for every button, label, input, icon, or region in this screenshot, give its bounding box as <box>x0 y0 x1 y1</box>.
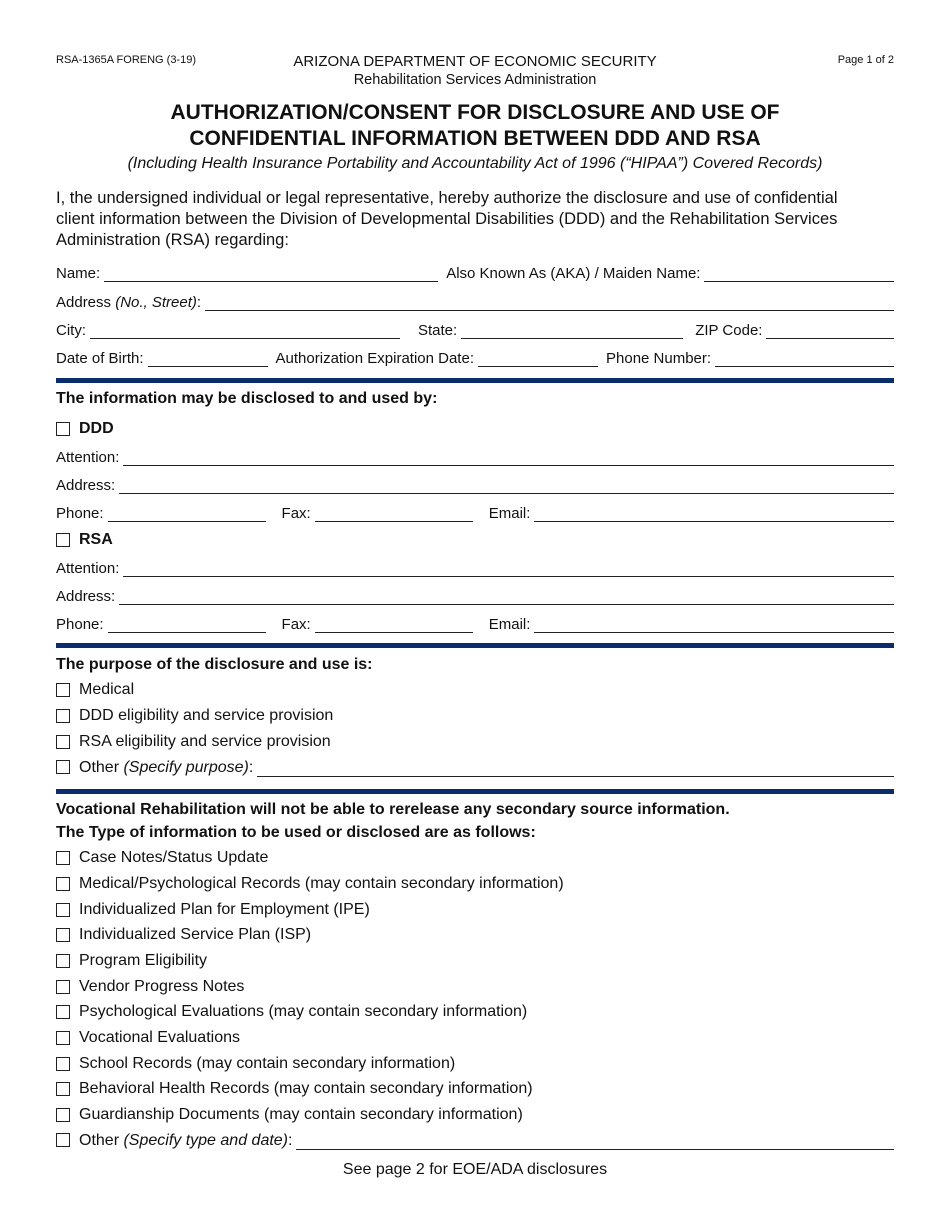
type-option[interactable] <box>56 925 311 945</box>
zip-label: ZIP Code: <box>695 322 763 339</box>
type-option-label: Medical/Psychological Records (may contain secondary information) <box>79 875 564 892</box>
intro-line: Administration (RSA) regarding: <box>56 231 289 249</box>
checkbox[interactable] <box>56 903 70 917</box>
state-label: State: <box>418 322 458 339</box>
purpose-other-field[interactable] <box>257 760 894 777</box>
dob-field[interactable] <box>148 350 268 367</box>
other-label-text: Other <box>79 759 120 776</box>
intro-paragraph <box>56 188 838 251</box>
checkbox[interactable] <box>56 709 70 723</box>
address-label: Address (No., Street): <box>56 294 202 311</box>
ddd-contact-row <box>56 500 894 522</box>
section-divider <box>56 378 894 383</box>
division-name: Rehabilitation Services Administration <box>353 72 597 88</box>
city-label: City: <box>56 322 86 339</box>
ddd-fax-field[interactable] <box>315 505 473 522</box>
address-label: Address: <box>56 588 116 605</box>
type-option-label: Vocational Evaluations <box>79 1029 240 1046</box>
rsa-attention-row <box>56 555 894 577</box>
ddd-checkbox[interactable] <box>56 422 70 436</box>
rsa-phone-field[interactable] <box>108 616 266 633</box>
type-option[interactable] <box>56 1079 533 1099</box>
aka-field[interactable] <box>704 265 894 282</box>
type-option[interactable] <box>56 874 564 894</box>
fax-label: Fax: <box>281 505 311 522</box>
address-label: Address: <box>56 477 116 494</box>
checkbox[interactable] <box>56 1031 70 1045</box>
type-option[interactable] <box>56 1105 523 1125</box>
type-option[interactable] <box>56 1054 455 1074</box>
name-field[interactable] <box>104 265 438 282</box>
type-option[interactable] <box>56 951 207 971</box>
checkbox[interactable] <box>56 851 70 865</box>
attention-label: Attention: <box>56 449 120 466</box>
expiration-field[interactable] <box>478 350 598 367</box>
page-number: Page 1 of 2 <box>837 54 894 66</box>
purpose-option[interactable] <box>56 732 331 752</box>
purpose-option[interactable] <box>56 706 333 726</box>
ddd-address-field[interactable] <box>119 477 894 494</box>
rsa-address-field[interactable] <box>119 588 894 605</box>
checkbox[interactable] <box>56 1108 70 1122</box>
aka-label: Also Known As (AKA) / Maiden Name: <box>446 265 701 282</box>
rsa-attention-field[interactable] <box>123 560 894 577</box>
title-line-1: AUTHORIZATION/CONSENT FOR DISCLOSURE AND USE OF <box>170 101 780 124</box>
checkbox[interactable] <box>56 1082 70 1096</box>
type-other-label: Other (Specify type and date): <box>79 1132 293 1149</box>
form-number: RSA-1365A FORENG (3-19) <box>56 54 196 66</box>
type-option-label: School Records (may contain secondary information) <box>79 1055 456 1072</box>
type-option[interactable] <box>56 900 370 920</box>
phone-label: Phone Number: <box>606 350 712 367</box>
client-dates-row <box>56 345 894 367</box>
checkbox[interactable] <box>56 928 70 942</box>
type-option[interactable] <box>56 1028 240 1048</box>
type-option-label: Individualized Plan for Employment (IPE) <box>79 901 370 918</box>
type-option-label: Vendor Progress Notes <box>79 978 245 995</box>
purpose-option[interactable] <box>56 680 134 700</box>
ddd-option[interactable] <box>56 419 114 439</box>
phone-field[interactable] <box>715 350 894 367</box>
footer-note: See page 2 for EOE/ADA disclosures <box>342 1161 608 1178</box>
type-other-checkbox[interactable] <box>56 1133 70 1147</box>
address-field[interactable] <box>205 294 894 311</box>
type-option[interactable] <box>56 848 268 868</box>
rsa-fax-field[interactable] <box>315 616 473 633</box>
purpose-option-label: Medical <box>79 681 135 698</box>
ddd-attention-row <box>56 444 894 466</box>
agency-name: ARIZONA DEPARTMENT OF ECONOMIC SECURITY <box>293 53 657 70</box>
ddd-attention-field[interactable] <box>123 449 894 466</box>
section-divider <box>56 643 894 648</box>
client-address-row <box>56 289 894 311</box>
type-option-label: Psychological Evaluations (may contain secondary information) <box>79 1003 528 1020</box>
other-label-text: Other <box>79 1132 120 1149</box>
other-hint: (Specify type and date) <box>123 1132 289 1149</box>
checkbox[interactable] <box>56 1057 70 1071</box>
state-field[interactable] <box>461 322 683 339</box>
type-option[interactable] <box>56 977 244 997</box>
purpose-option-label: RSA eligibility and service provision <box>79 733 331 750</box>
intro-line: I, the undersigned individual or legal representative, hereby authorize the disclosure and use of confidential <box>56 189 838 207</box>
type-option-label: Guardianship Documents (may contain secondary information) <box>79 1106 523 1123</box>
purpose-other-checkbox[interactable] <box>56 760 70 774</box>
purpose-option-label: DDD eligibility and service provision <box>79 707 334 724</box>
types-heading: The Type of information to be used or disclosed are as follows: <box>56 824 536 841</box>
intro-line: client information between the Division of Developmental Disabilities (DDD) and the Rehabilitation Services <box>56 210 838 228</box>
checkbox[interactable] <box>56 1005 70 1019</box>
purpose-other-row <box>56 755 894 777</box>
rsa-checkbox[interactable] <box>56 533 70 547</box>
type-other-row <box>56 1128 894 1150</box>
zip-field[interactable] <box>766 322 894 339</box>
attention-label: Attention: <box>56 560 120 577</box>
phone-label: Phone: <box>56 616 104 633</box>
checkbox[interactable] <box>56 877 70 891</box>
ddd-label: DDD <box>79 420 114 437</box>
checkbox[interactable] <box>56 954 70 968</box>
rsa-option[interactable] <box>56 530 113 550</box>
type-option-label: Individualized Service Plan (ISP) <box>79 926 312 943</box>
checkbox[interactable] <box>56 980 70 994</box>
checkbox[interactable] <box>56 683 70 697</box>
ddd-phone-field[interactable] <box>108 505 266 522</box>
type-other-field[interactable] <box>296 1133 894 1150</box>
address-label-text: Address <box>56 294 112 311</box>
recipients-heading: The information may be disclosed to and used by: <box>56 390 438 407</box>
dob-label: Date of Birth: <box>56 350 144 367</box>
type-option-label: Program Eligibility <box>79 952 208 969</box>
rsa-address-row <box>56 583 894 605</box>
address-hint: (No., Street) <box>115 294 197 311</box>
expiration-label: Authorization Expiration Date: <box>275 350 474 367</box>
checkbox[interactable] <box>56 735 70 749</box>
title-subtitle: (Including Health Insurance Portability and Accountability Act of 1996 (“HIPAA”) Covered Records) <box>127 155 823 172</box>
ddd-email-field[interactable] <box>534 505 894 522</box>
rsa-label: RSA <box>79 531 113 548</box>
section-divider <box>56 789 894 794</box>
other-hint: (Specify purpose) <box>123 759 249 776</box>
title-line-2: CONFIDENTIAL INFORMATION BETWEEN DDD AND RSA <box>189 127 761 150</box>
rsa-email-field[interactable] <box>534 616 894 633</box>
fax-label: Fax: <box>281 616 311 633</box>
city-field[interactable] <box>90 322 400 339</box>
email-label: Email: <box>488 616 531 633</box>
purpose-heading: The purpose of the disclosure and use is: <box>56 656 373 673</box>
rsa-contact-row <box>56 611 894 633</box>
email-label: Email: <box>488 505 531 522</box>
phone-label: Phone: <box>56 505 104 522</box>
client-name-row <box>56 260 894 282</box>
purpose-other-label: Other (Specify purpose): <box>79 759 254 776</box>
name-label: Name: <box>56 265 101 282</box>
client-city-row <box>56 317 894 339</box>
type-option-label: Case Notes/Status Update <box>79 849 269 866</box>
type-option[interactable] <box>56 1002 527 1022</box>
rerelease-notice: Vocational Rehabilitation will not be able to rerelease any secondary source information. <box>56 801 730 818</box>
type-option-label: Behavioral Health Records (may contain secondary information) <box>79 1080 533 1097</box>
ddd-address-row <box>56 472 894 494</box>
